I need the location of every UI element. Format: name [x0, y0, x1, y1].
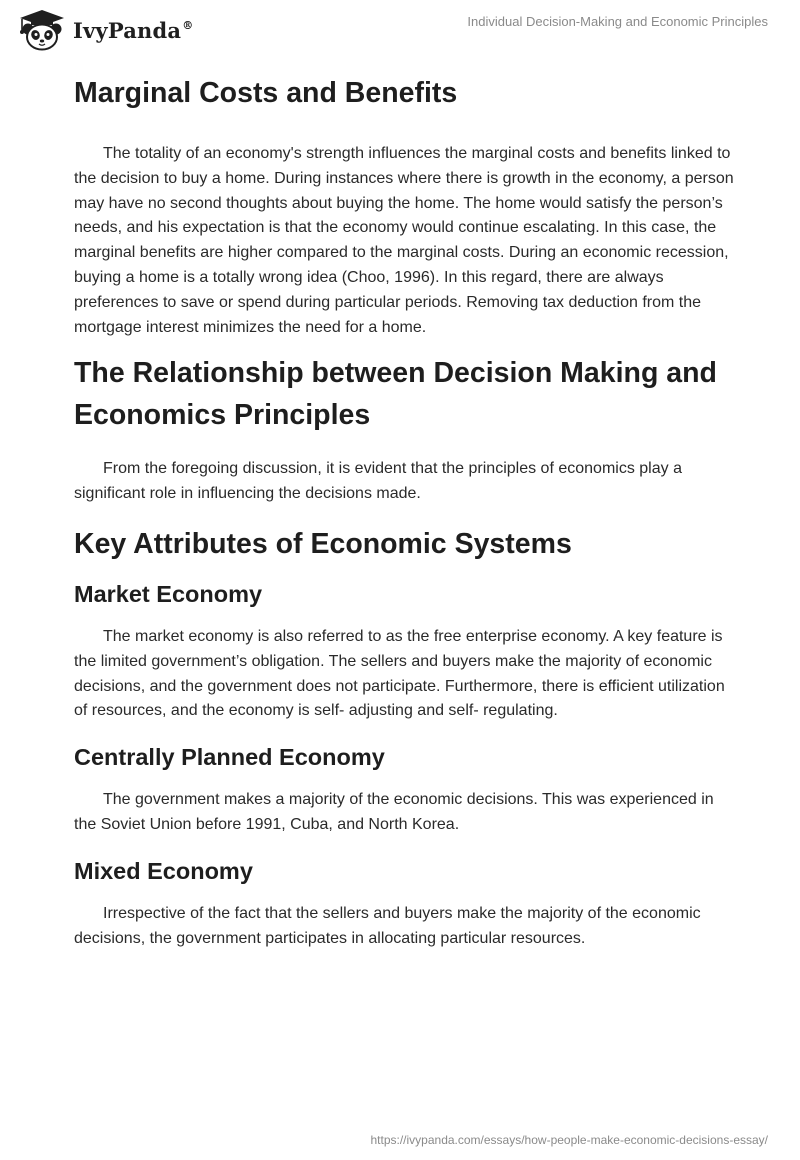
- heading-market-economy: Market Economy: [74, 580, 263, 607]
- heading-mixed-economy: Mixed Economy: [74, 857, 253, 884]
- paragraph-market-economy: The market economy is also referred to as the free enterprise economy. A key feature is the limited government’s obligation. The sellers and buyers make the majority of economic decisions, and the government does not participate. Furthermore, there is efficient utilization of resources, and the economy is self- adjusting and self- regulating.: [74, 627, 725, 720]
- heading-centrally-planned-economy: Centrally Planned Economy: [74, 744, 385, 771]
- page-header: [0, 0, 800, 60]
- heading-key-attributes: Key Attributes of Economic Systems: [74, 527, 572, 560]
- article-body: [74, 72, 734, 951]
- paragraph-marginal-costs: The totality of an economy's strength influences the marginal costs and benefits linked to the decision to buy a home. During instances where there is growth in the economy, a person may have no second thoughts about buying the home. The home would satisfy the person’s needs, and his expectation is that the economy would continue escalating. In this case, the marginal benefits are higher compared to the marginal costs. During an economic recession, buying a home is a totally wrong idea (Choo, 1996). In this regard, there are always preferences to save or spend during particular periods. Removing tax deduction from the mortgage interest minimizes the need for a home.: [74, 145, 734, 336]
- logo[interactable]: [17, 9, 193, 51]
- paragraph-centrally-planned-economy: The government makes a majority of the economic decisions. This was experienced in the Soviet Union before 1991, Cuba, and North Korea.: [74, 791, 714, 833]
- heading-relationship: The Relationship between Decision Making and Economics Principles: [74, 357, 717, 432]
- brand-name: IvyPanda®: [73, 17, 194, 43]
- panda-logo-icon: [17, 9, 67, 51]
- paragraph-relationship: From the foregoing discussion, it is evident that the principles of economics play a significant role in influencing the decisions made.: [74, 460, 682, 503]
- paragraph-mixed-economy: Irrespective of the fact that the sellers and buyers make the majority of the economic decisions, the government participates in allocating particular resources.: [74, 904, 701, 947]
- source-url[interactable]: https://ivypanda.com/essays/how-people-make-economic-decisions-essay/: [370, 1133, 768, 1147]
- heading-marginal-costs: Marginal Costs and Benefits: [74, 77, 458, 109]
- document-title: Individual Decision-Making and Economic Principles: [467, 14, 768, 29]
